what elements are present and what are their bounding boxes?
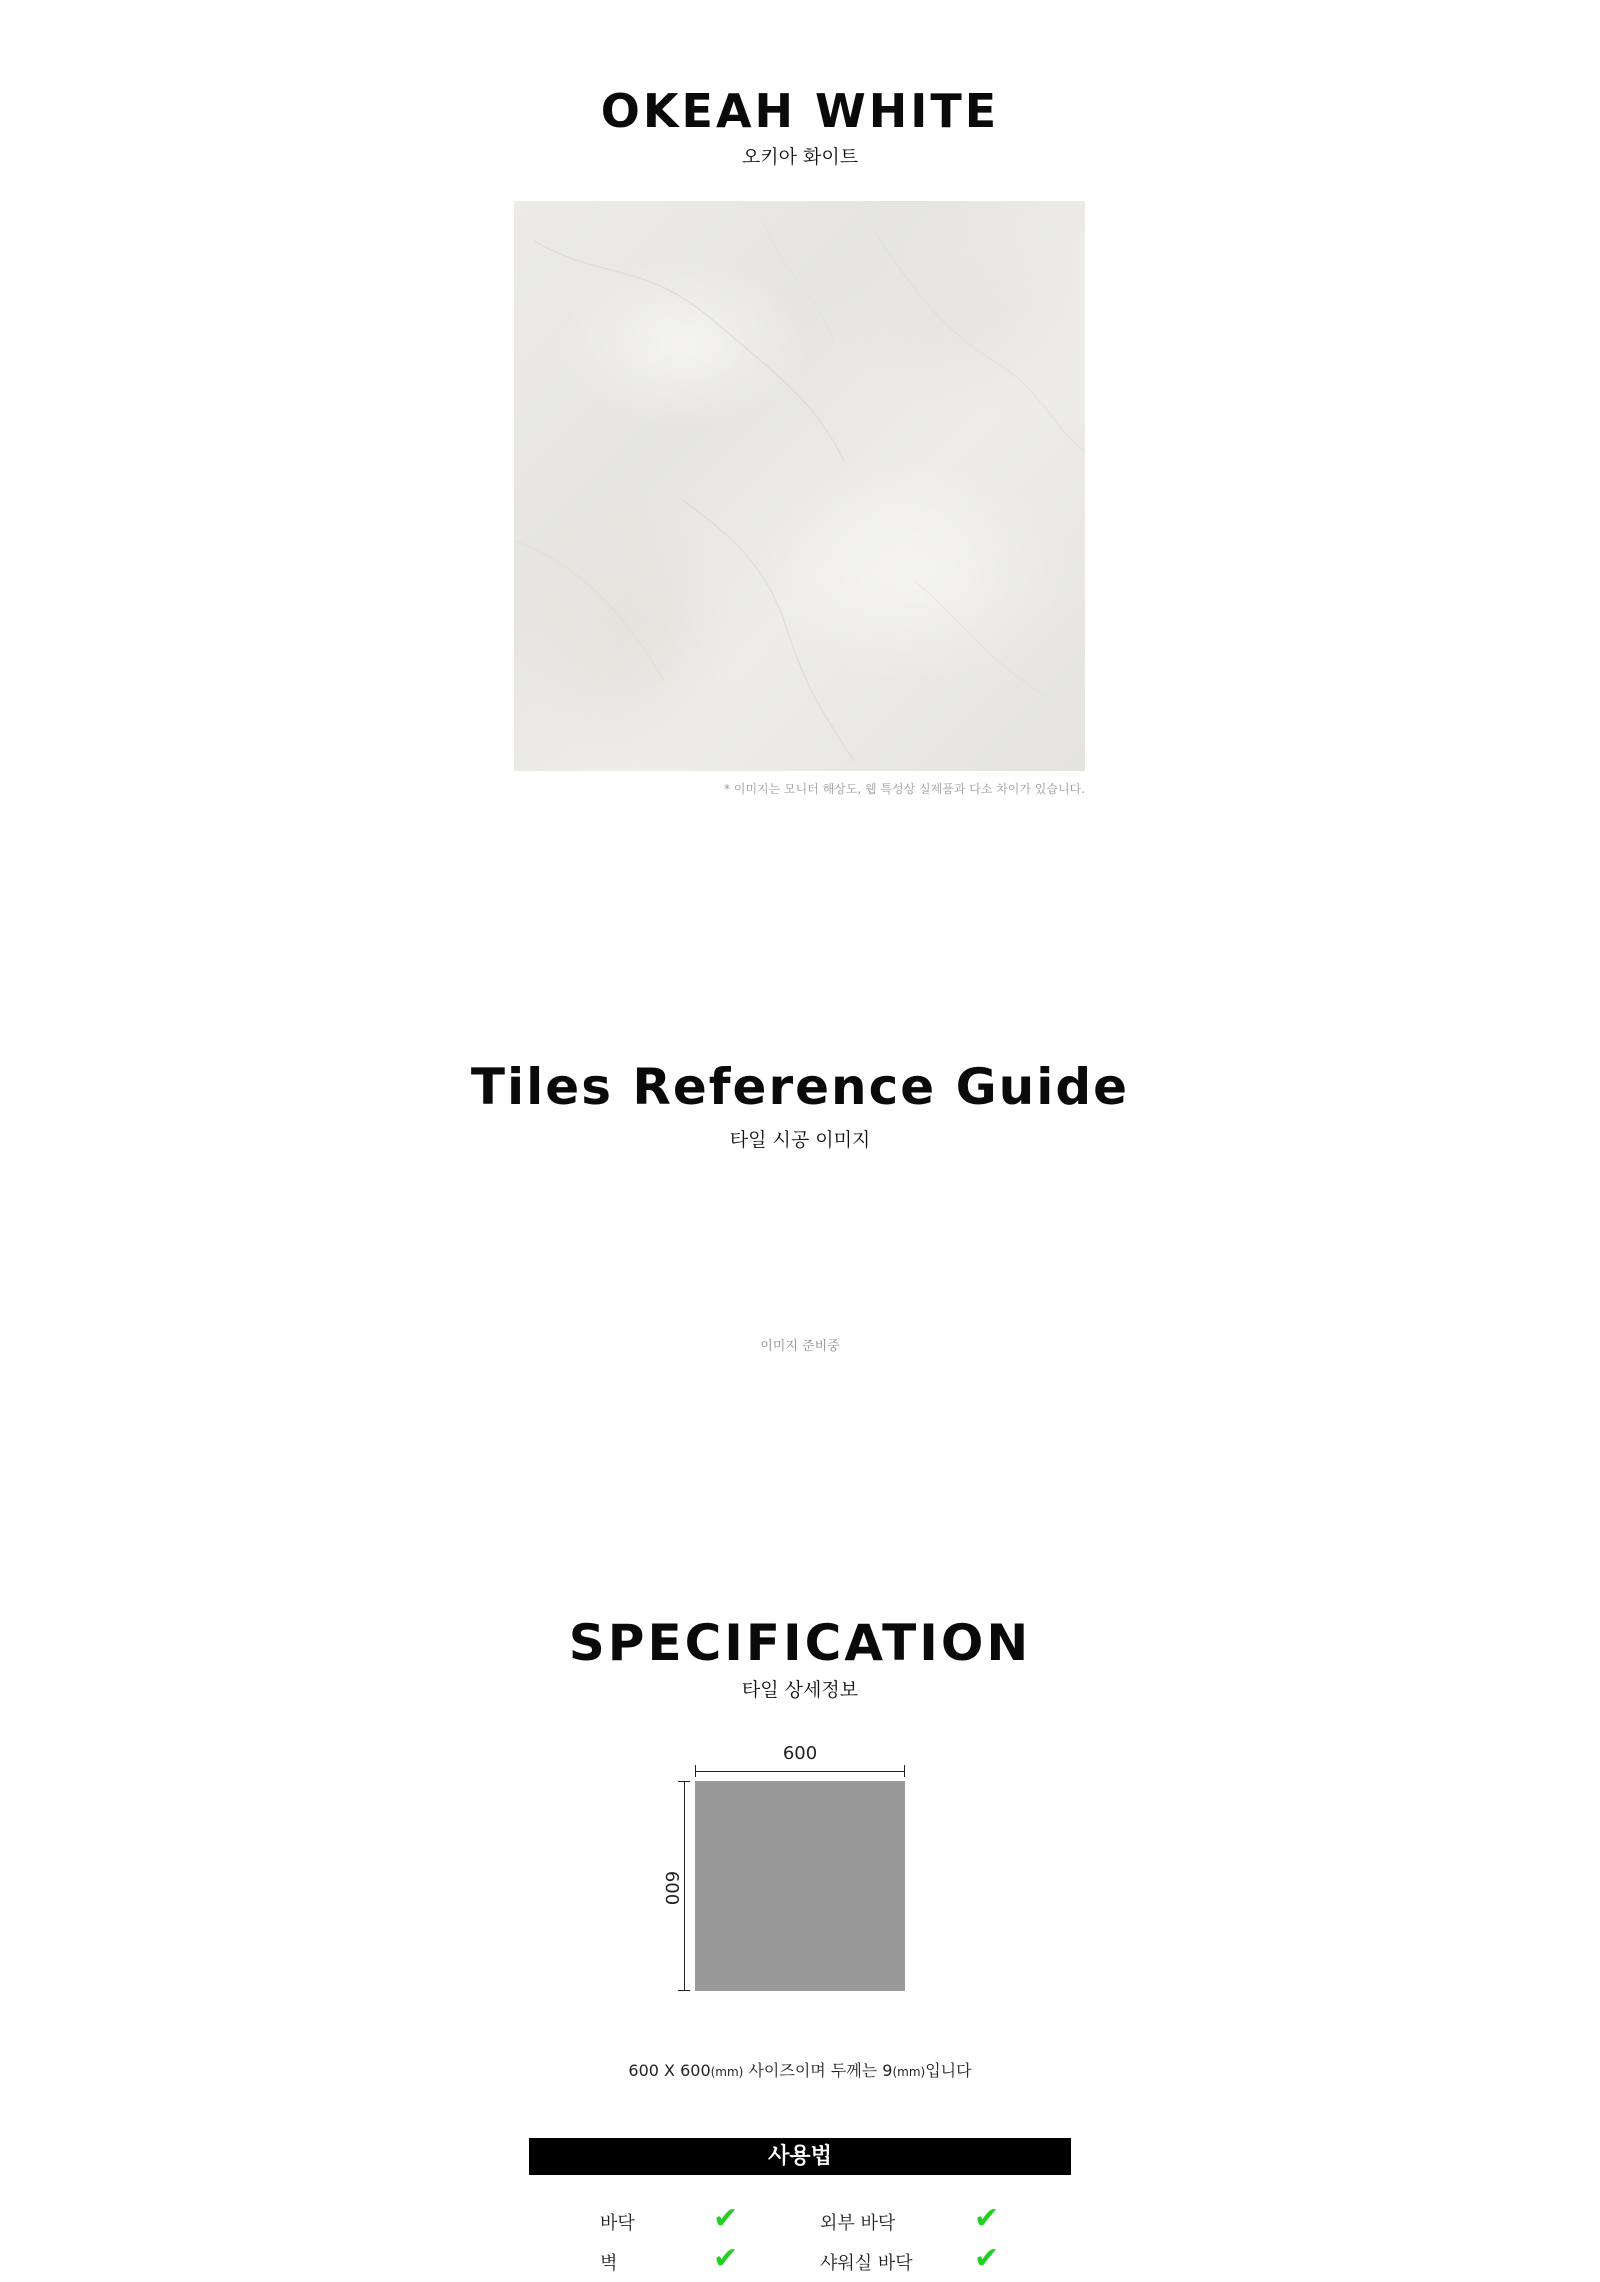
height-dimension-tick xyxy=(678,1781,690,1782)
width-dimension-label: 600 xyxy=(782,1743,818,1764)
size-description xyxy=(0,2058,1600,2081)
width-dimension-tick xyxy=(695,1765,696,1777)
marble-veining xyxy=(514,201,1085,771)
specification-title: SPECIFICATION xyxy=(568,1614,1032,1672)
size-value: 600 X 600 xyxy=(628,2061,711,2080)
thickness-unit: (mm) xyxy=(892,2065,926,2079)
check-icon: ✔ xyxy=(713,2201,739,2236)
product-image xyxy=(514,201,1085,771)
usage-item-shower-floor: 샤워실 바닥 xyxy=(820,2253,913,2274)
product-subtitle: 오키아 화이트 xyxy=(741,146,859,168)
usage-header: 사용법 xyxy=(529,2138,1071,2175)
reference-subtitle: 타일 시공 이미지 xyxy=(729,1129,871,1151)
height-dimension-label: 600 xyxy=(661,1870,682,1906)
width-dimension-tick xyxy=(904,1765,905,1777)
size-end-text: 입니다 xyxy=(925,2061,972,2080)
tile-size-diagram xyxy=(695,1781,905,1991)
height-dimension-line xyxy=(684,1781,685,1991)
check-icon: ✔ xyxy=(974,2201,1000,2236)
image-placeholder-text: 이미지 준비중 xyxy=(760,1339,840,1354)
height-dimension-tick xyxy=(678,1990,690,1991)
check-icon: ✔ xyxy=(713,2241,739,2276)
size-mid-text: 사이즈이며 두께는 xyxy=(743,2061,883,2080)
image-disclaimer: * 이미지는 모니터 해상도, 웹 특성상 실제품과 다소 차이가 있습니다. xyxy=(724,782,1085,796)
reference-title: Tiles Reference Guide xyxy=(470,1058,1130,1116)
size-unit: (mm) xyxy=(710,2065,744,2079)
usage-item-exterior-floor: 외부 바닥 xyxy=(820,2213,896,2234)
usage-item-wall: 벽 xyxy=(600,2253,618,2274)
width-dimension-line xyxy=(695,1771,905,1772)
specification-subtitle: 타일 상세정보 xyxy=(741,1679,859,1701)
thickness-value: 9 xyxy=(882,2061,893,2080)
usage-item-floor: 바닥 xyxy=(600,2213,635,2234)
check-icon: ✔ xyxy=(974,2241,1000,2276)
product-title: OKEAH WHITE xyxy=(600,84,1000,138)
